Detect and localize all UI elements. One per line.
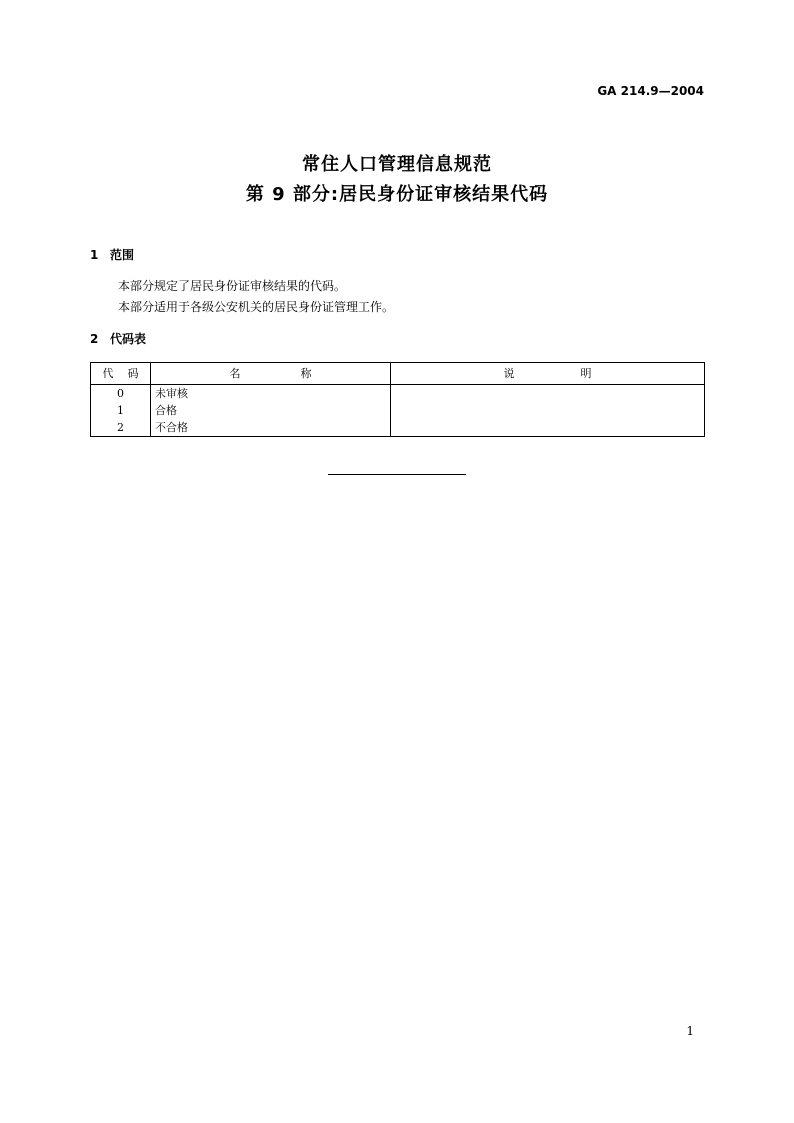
document-code: GA 214.9—2004: [597, 84, 704, 98]
table-row: [91, 385, 705, 403]
section-number: 2: [90, 332, 99, 346]
header-char: 说: [503, 367, 515, 380]
code-table: [90, 362, 705, 437]
header-char: 码: [127, 367, 139, 380]
end-of-document-line: [328, 474, 466, 475]
section-number: 1: [90, 248, 99, 262]
note-cell: [391, 419, 705, 437]
document-subtitle: 第 9 部分:居民身份证审核结果代码: [245, 184, 549, 205]
note-cell: [391, 385, 705, 403]
name-cell: 合格: [151, 402, 391, 419]
scope-paragraph: 本部分规定了居民身份证审核结果的代码。: [118, 279, 347, 293]
header-char: 明: [580, 367, 592, 380]
table-header-row: [91, 363, 705, 385]
table-row: [91, 419, 705, 437]
scope-paragraph: 本部分适用于各级公安机关的居民身份证管理工作。: [118, 300, 395, 314]
section-title: 代码表: [110, 332, 147, 346]
column-header-note: [391, 363, 705, 385]
header-char: 代: [102, 367, 114, 380]
code-cell: 0: [91, 385, 151, 403]
note-cell: [391, 402, 705, 419]
section-title: 范围: [110, 248, 135, 262]
table-row: [91, 402, 705, 419]
section-heading-scope: [90, 246, 134, 263]
column-header-code: [91, 363, 151, 385]
name-cell: 未审核: [151, 385, 391, 403]
section-heading-code-table: [90, 330, 146, 347]
header-char: 称: [300, 367, 312, 380]
page-number: 1: [686, 1024, 694, 1038]
header-char: 名: [229, 367, 241, 380]
name-cell: 不合格: [151, 419, 391, 437]
code-cell: 1: [91, 402, 151, 419]
column-header-name: [151, 363, 391, 385]
code-cell: 2: [91, 419, 151, 437]
document-title: 常住人口管理信息规范: [302, 154, 492, 175]
